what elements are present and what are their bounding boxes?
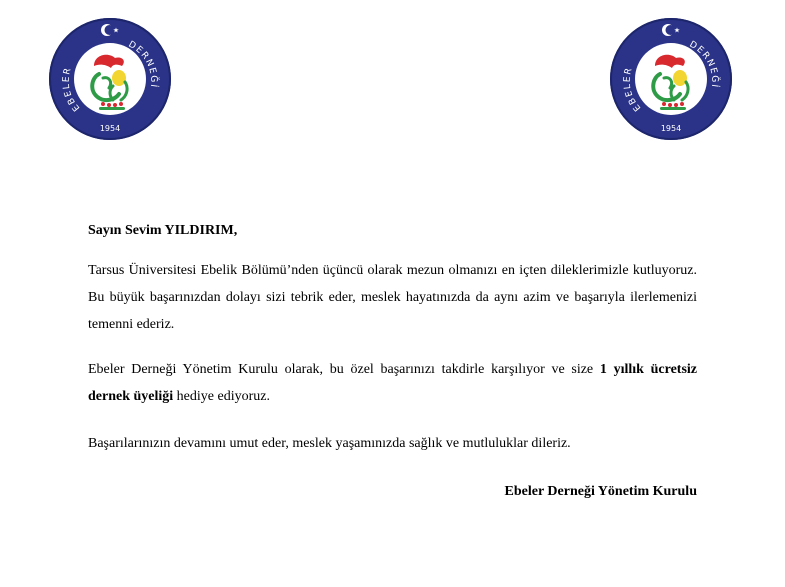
salutation: Sayın Sevim YILDIRIM, [88,223,238,238]
logo-year: 1954 [660,124,682,133]
paragraph-congratulations: Tarsus Üniversitesi Ebelik Bölümü’nden üçüncü olarak mezun olmanızı en içten dileklerimizle kutluyoruz. Bu büyük başarınızdan dolayı sizi tebrik eder, meslek hayatınızda da aynı azim ve başarıyla ilerlemenizi temenni ederiz. [88,263,697,332]
ebeler-dernegi-emblem [47,16,173,142]
ebeler-dernegi-emblem [608,16,734,142]
membership-offer: 1 yıllık ücretsiz dernek üyeliği [88,362,698,404]
signature: Ebeler Derneği Yönetim Kurulu [504,484,697,499]
paragraph-wishes: Başarılarınızın devamını umut eder, meslek yaşamınızda sağlık ve mutluluklar dileriz. [88,436,571,451]
logo-word-right: DERNEĞİ [126,39,159,89]
logo-year: 1954 [99,124,121,133]
paragraph-membership-gift [88,356,697,410]
paragraph-text: Ebeler Derneği Yönetim Kurulu olarak, bu özel başarınızı takdirle karşılıyor ve size [88,362,600,377]
logo-word-right: DERNEĞİ [687,39,720,89]
paragraph-text: hediye ediyoruz. [173,389,270,404]
logo-word-left: EBELER [61,65,83,113]
logo-word-left: EBELER [622,65,644,113]
association-logo-right [608,16,734,142]
association-logo-left [47,16,173,142]
